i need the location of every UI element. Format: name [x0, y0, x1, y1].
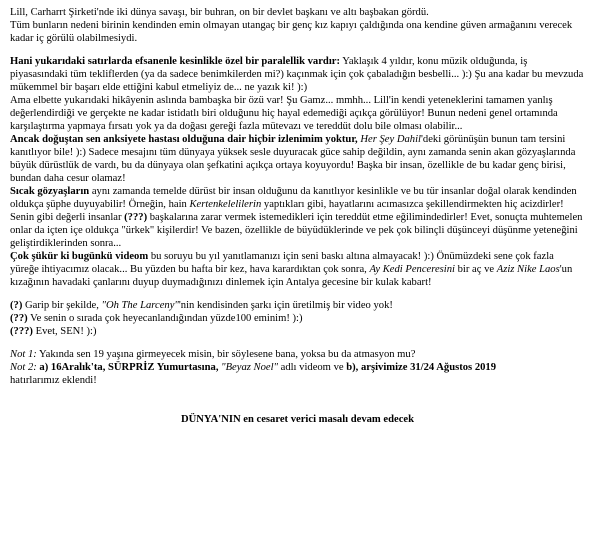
- paragraph-video: Çok şükür ki bugünkü videom bu soruyu bu yıl yanıtlamanızı için seni baskı altına almayacak! ):) Önümüzdeki sene çok fazla yüreğe ihtiyacımız olacak... Bu yüzden bu hafta bir kez, hava karardıktan çok sonra, Ay Kedi Penceresini bir aç ve Aziz Nike Laos'un kızağının havadaki çanlarını duyup duymadığınızı dinlemek için Antalya gecesine bir kulak kabart!: [10, 251, 573, 288]
- show-title: Her Şey Dahil: [360, 134, 421, 145]
- intro-line-1: Lill, Carharrt Şirketi'nde iki dünya savaşı, bir buhran, on bir devlet başkanı ve altı başbakan gördü.: [10, 7, 429, 18]
- intro-line-2: Tüm bunların nedeni birinin kendinden emin olmayan utangaç bir genç kız kapıyı çaldığında ona kendine güven armağanını verecek kadar iç görülü olabilmesiydi.: [10, 20, 573, 44]
- saint-name: Aziz Nike Laos: [496, 264, 560, 275]
- note-2: Not 2: a) 16Aralık'ta, SÜRPRİZ Yumurtasına, "Beyaz Noel" adlı videom ve b), arşivimize 31/24 Ağustos 2019: [10, 362, 497, 373]
- window-name: Ay Kedi Penceresini: [369, 264, 455, 275]
- paragraph-lead: Çok şükür ki bugünkü videom: [10, 251, 149, 262]
- note-2-continued: hatırlarımız eklendi!: [10, 375, 97, 386]
- video-title: "Beyaz Noel": [218, 362, 278, 373]
- paragraph-anxiety: [10, 133, 585, 185]
- song-title: "Oh The Larceny": [101, 300, 179, 311]
- paragraph-tears: Sıcak gözyaşların aynı zamanda temelde dürüst bir insan olduğunu da kanıtlıyor kesinlikle ve bu tür insanlar doğal olarak kendinden oldukça şüphe duyuyabilir! Örneğin, hain Kertenkelelilerin yaptıkları gibi, hayatlarını acımasızca şekillendirmekten hiç acizdirler! Senin gibi değerli insanlar (???) başkalarına zarar vermek istemedikleri için tereddüt etme eğilimindedirler! Evet, sonuçta muhtemelen onlar da içten içe oldukça "ürkek" kişilerdir! Ve bazen, özellikle de büyüdüklerinde ve pek çok bilinçli düşünceyi düşünme yeteneğini geliştirdiklerinden sonra...: [10, 186, 583, 249]
- paragraph-lead: Hani yukarıdaki satırlarda efsanenle kesinlikle özel bir paralellik vardır:: [10, 56, 340, 67]
- paragraph-text: Yaklaşık 4 yıldır, konu müzik olduğunda, iş piyasasındaki tüm tekliflerden (ya da sadece benimkilerden mi?) kaçınmak için çok çabaladığın besbelli... ):) Şu ana kadar bu mevzuda mükemmel bir başarı elde ettiğini kabul etmeliyiz de... ne yazık ki! ):): [10, 56, 584, 93]
- note-label: Not 1:: [10, 349, 37, 360]
- paragraph-text: 'deki görünüşün bunun tam tersini kanıtlıyor bile! ):) Sadece mesajını tüm dünyaya yüksek sesle duyuracak güce sahip değildin, aynı zamanda senin akan gözyaşlarında büyük dürüstlük de vardı, bu da dünyaya olan şefkatini açıkça ortaya koyuyordu! Başka bir insan, özellikle de bu kadar genç birisi, bundan daha cesur olamaz!: [10, 134, 576, 184]
- question-3: (???) Evet, SEN! ):): [10, 326, 97, 337]
- paragraph-parallel: [10, 55, 585, 94]
- paragraph-lill: Ama elbette yukarıdaki hikâyenin aslında bambaşka bir özü var! Şu Gamz... mmhh... Lill'in kendi yeteneklerini tamamen yanlış değerlendirdiği ve gerçekte ne kadar istidatlı biri olduğunu hiç hayal edemediği açıkça görülüyor! Bunun nedeni genel ortamında karşılaştırma yapmaya fırsatı yok ya da doğası gereği fazla mütevazı ve tereddüt dolu bile olması olabilir...: [10, 95, 558, 132]
- note-1: Not 1: Yakında sen 19 yaşına girmeyecek misin, bir söylesene bana, yoksa bu da atmasyon mu?: [10, 349, 416, 360]
- closing-line: DÜNYA'NIN en cesaret verici masalı devam edecek: [180, 414, 414, 425]
- question-marker: (???): [124, 212, 148, 223]
- paragraph-lead: Ancak doğuştan sen anksiyete hastası olduğuna dair hiçbir izlenimim yoktur,: [10, 134, 358, 145]
- lizard-people-term: Kertenkelelilerin: [189, 199, 262, 210]
- note-label: Not 2:: [10, 362, 37, 373]
- question-2: (??) Ve senin o sırada çok heyecanlandığından yüzde100 eminim! ):): [10, 313, 303, 324]
- question-1: (?) Garip bir şekilde, "Oh The Larceny"'nin kendisinden şarkı için üretilmiş bir video yok!: [10, 300, 393, 311]
- paragraph-lead: Sıcak gözyaşların: [10, 186, 90, 197]
